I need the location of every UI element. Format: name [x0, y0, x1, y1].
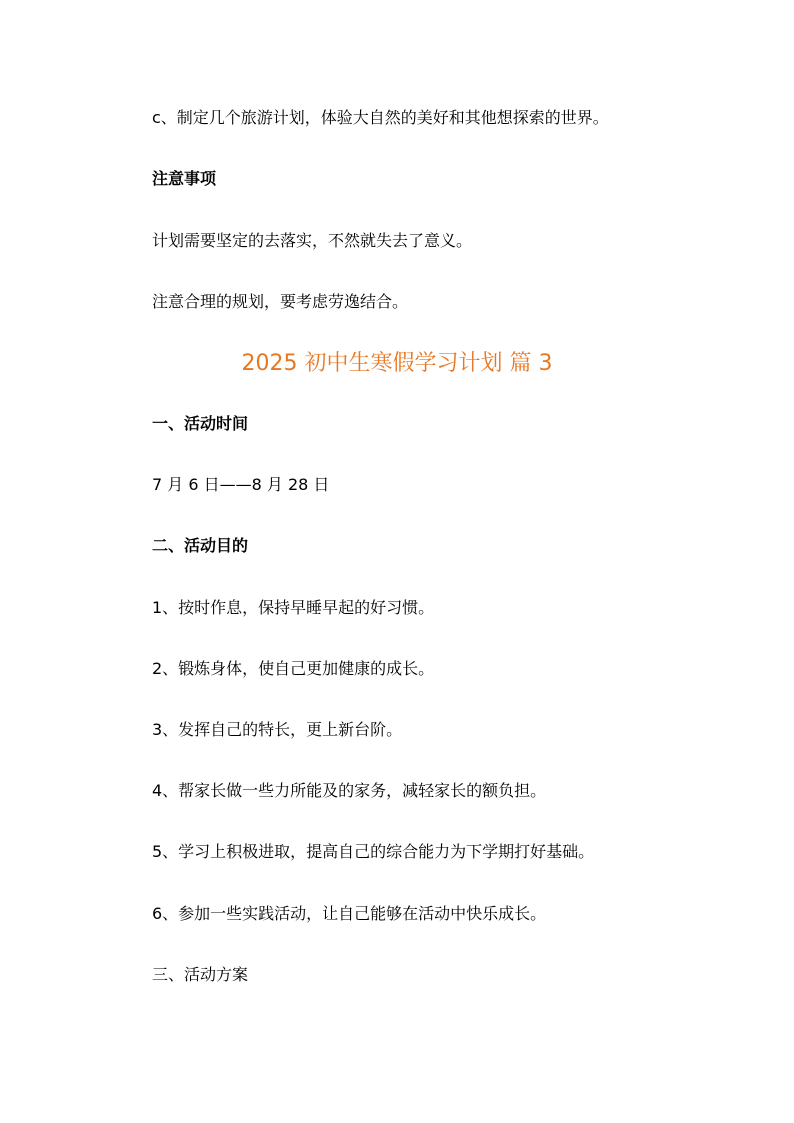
goal-item: 1、按时作息，保持早睡早起的好习惯。: [152, 598, 435, 617]
goal-item: 2、锻炼身体，使自己更加健康的成长。: [152, 659, 435, 678]
paragraph-travel-plan: c、制定几个旅游计划，体验大自然的美好和其他想探索的世界。: [152, 108, 609, 127]
paragraph-implement: 计划需要坚定的去落实，不然就失去了意义。: [152, 231, 473, 250]
heading-notes: 注意事项: [152, 169, 217, 188]
heading-activity-goals: 二、活动目的: [152, 536, 249, 555]
heading-activity-plan: 三、活动方案: [152, 965, 249, 984]
heading-activity-time: 一、活动时间: [152, 414, 249, 433]
paragraph-balance: 注意合理的规划，要考虑劳逸结合。: [152, 292, 409, 311]
goal-item: 5、学习上积极进取，提高自己的综合能力为下学期打好基础。: [152, 842, 595, 861]
goal-item: 4、帮家长做一些力所能及的家务，减轻家长的额负担。: [152, 781, 547, 800]
section-title: 2025 初中生寒假学习计划 篇 3: [241, 351, 553, 376]
activity-dates: 7 月 6 日——8 月 28 日: [152, 475, 330, 494]
goal-item: 3、发挥自己的特长，更上新台阶。: [152, 720, 403, 739]
goal-item: 6、参加一些实践活动，让自己能够在活动中快乐成长。: [152, 904, 547, 923]
